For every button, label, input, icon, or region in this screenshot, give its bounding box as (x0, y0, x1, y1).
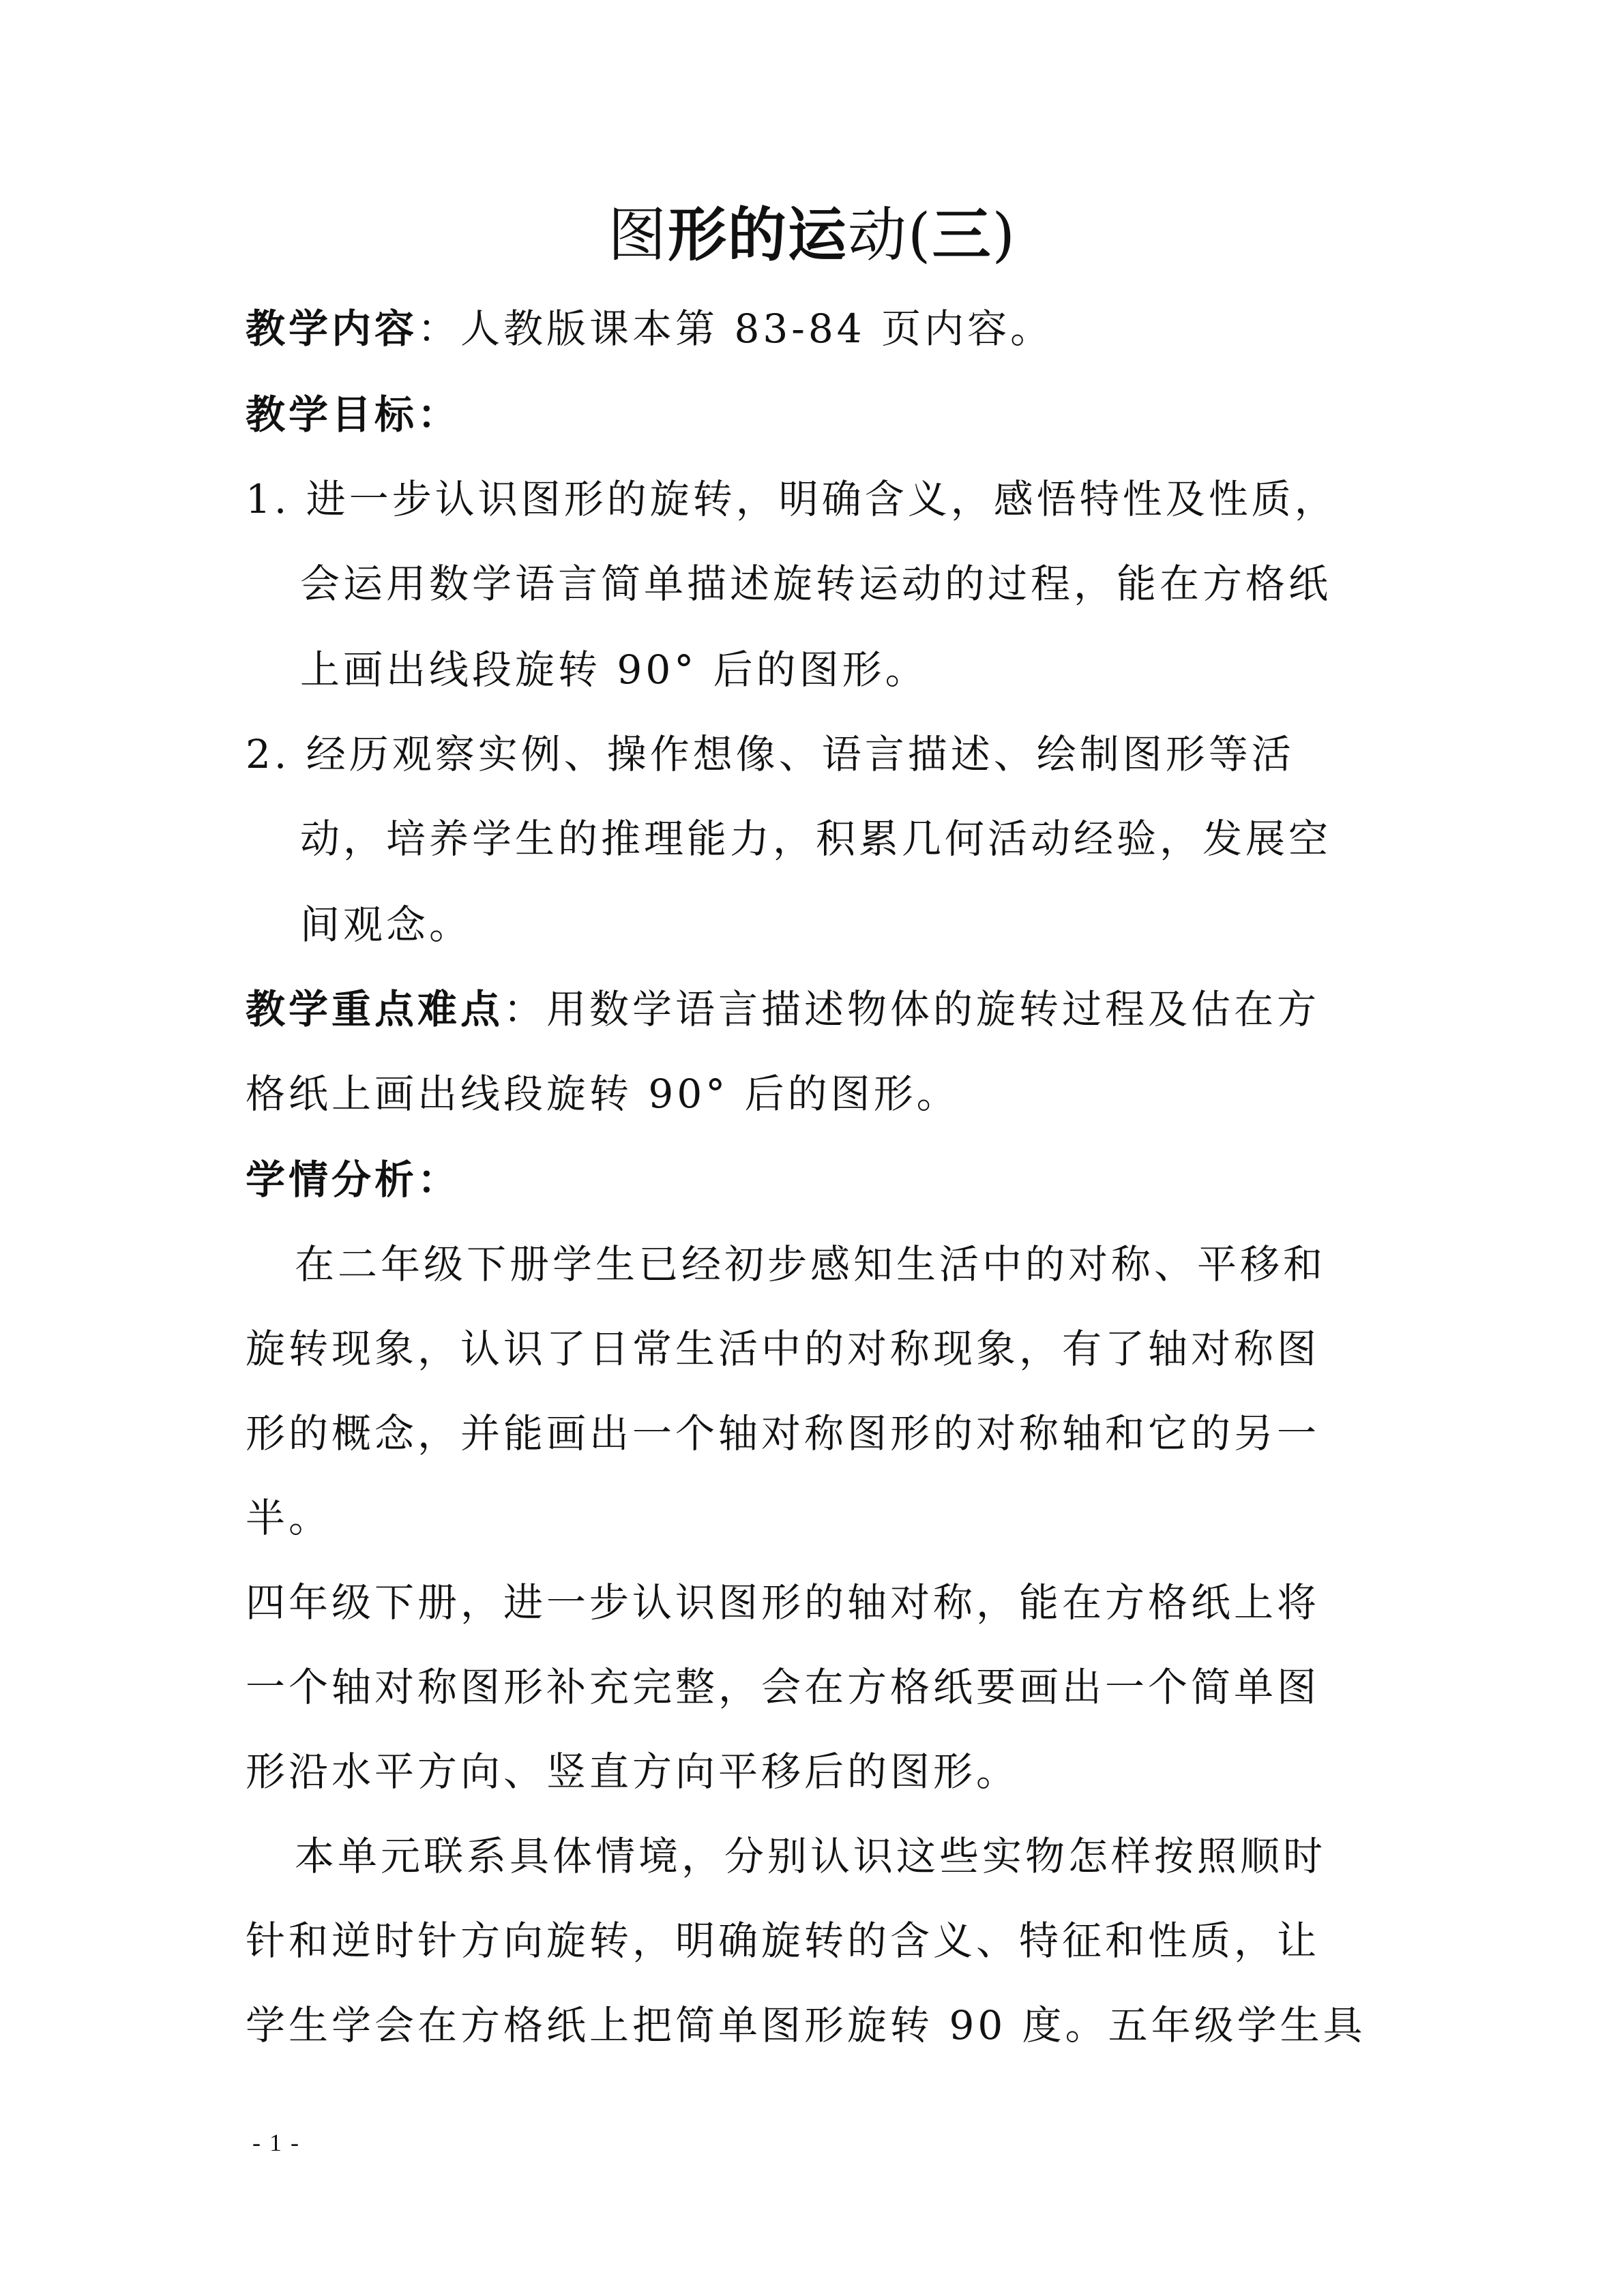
goal-2-line-1: 2. 经历观察实例、操作想像、语言描述、绘制图形等活 (246, 731, 1295, 777)
teaching-goals-heading: 教学目标： (246, 391, 461, 438)
teaching-content-label: 教学内容 (246, 305, 418, 352)
analysis-p3-line-3: 学生学会在方格纸上把简单图形旋转 90 度。五年级学生具 (246, 2002, 1366, 2048)
page-title (0, 198, 1624, 273)
key-points-line-1 (246, 982, 1378, 1037)
goal-1-line-3: 上画出线段旋转 90° 后的图形。 (300, 646, 928, 693)
title-part-1: 图 (607, 201, 668, 269)
analysis-p2-line-1: 四年级下册，进一步认识图形的轴对称，能在方格纸上将 (246, 1579, 1320, 1626)
analysis-p2-line-3: 形沿水平方向、竖直方向平移后的图形。 (246, 1748, 1020, 1795)
key-points-label: 教学重点难点 (246, 986, 504, 1032)
analysis-p3-line-1: 本单元联系具体情境，分别认识这些实物怎样按照顺时 (295, 1833, 1327, 1879)
goal-2-line-3: 间观念。 (300, 901, 473, 948)
analysis-p3-line-2: 针和逆时针方向旋转，明确旋转的含义、特征和性质，让 (246, 1918, 1320, 1964)
goal-1-line-2: 会运用数学语言简单描述旋转运动的过程，能在方格纸 (300, 561, 1332, 607)
key-points-line-2: 格纸上画出线段旋转 90° 后的图形。 (246, 1071, 960, 1117)
analysis-p1-line-4: 半。 (246, 1495, 332, 1541)
goal-1-line-1: 1. 进一步认识图形的旋转，明确含义，感悟特性及性质， (246, 476, 1338, 522)
teaching-content-text: ：人教版课本第 83-84 页内容。 (417, 305, 1054, 352)
learning-analysis-heading: 学情分析： (246, 1157, 461, 1203)
key-points-text: ：用数学语言描述物体的旋转过程及估在方 (503, 986, 1320, 1032)
title-part-5: ) (992, 201, 1017, 269)
analysis-p1-line-2: 旋转现象，认识了日常生活中的对称现象，有了轴对称图 (246, 1326, 1320, 1372)
title-part-3: 动( (847, 201, 932, 269)
goal-2-line-2: 动，培养学生的推理能力，积累几何活动经验，发展空 (300, 816, 1332, 862)
title-part-4: 三 (932, 200, 992, 269)
title-part-2: 形的运 (667, 200, 848, 269)
teaching-content-line (246, 301, 1378, 356)
page-number: - 1 - (252, 2129, 300, 2156)
analysis-p1-line-3: 形的概念，并能画出一个轴对称图形的对称轴和它的另一 (246, 1410, 1320, 1457)
analysis-p1-line-1: 在二年级下册学生已经初步感知生活中的对称、平移和 (295, 1241, 1327, 1287)
analysis-p2-line-2: 一个轴对称图形补充完整，会在方格纸要画出一个简单图 (246, 1664, 1320, 1710)
